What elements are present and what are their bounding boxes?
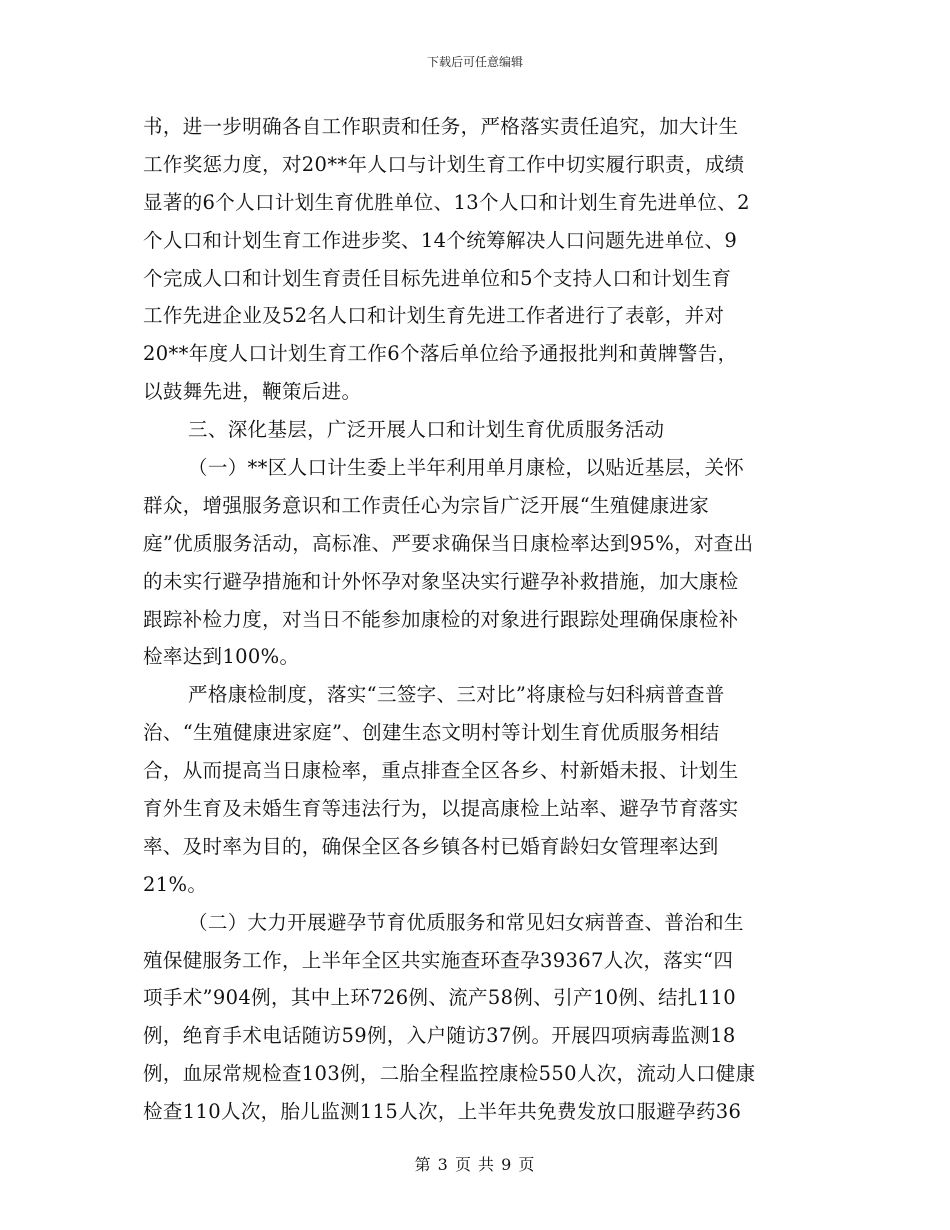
text-line: 殖保健服务工作，上半年全区共实施查环查孕39367人次，落实“四 — [143, 948, 734, 972]
text-line: 例，绝育手术电话随访59例，入户随访37例。开展四项病毒监测18 — [143, 1024, 736, 1048]
text-line: 例，血尿常规检查103例，二胎全程监控康检550人次，流动人口健康 — [143, 1062, 756, 1086]
text-line: 21%。 — [143, 872, 208, 896]
text-line: 工作先进企业及52名人口和计划生育先进工作者进行了表彰，并对 — [143, 304, 725, 328]
text-line: 检率达到100%。 — [143, 645, 300, 669]
text-line: 以鼓舞先进，鞭策后进。 — [143, 380, 362, 404]
text-line: 跟踪补检力度，对当日不能参加康检的对象进行跟踪处理确保康检补 — [143, 607, 739, 631]
text-line: （一）**区人口计生委上半年利用单月康检，以贴近基层，关怀 — [188, 456, 745, 480]
text-line: 治、“生殖健康进家庭”、创建生态文明村等计划生育优质服务相结 — [143, 721, 720, 745]
text-line: 个完成人口和计划生育责任目标先进单位和5个支持人口和计划生育 — [143, 266, 732, 290]
text-line: 合，从而提高当日康检率，重点排查全区各乡、村新婚未报、计划生 — [143, 759, 739, 783]
text-line: 工作奖惩力度，对20**年人口与计划生育工作中切实履行职责，成绩 — [143, 152, 745, 176]
text-line: 的未实行避孕措施和计外怀孕对象坚决实行避孕补救措施，加大康检 — [143, 569, 739, 593]
text-line: 20**年度人口计划生育工作6个落后单位给予通报批判和黄牌警告， — [143, 342, 738, 366]
text-line: 庭”优质服务活动，高标准、严要求确保当日康检率达到95%，对查出 — [143, 531, 754, 555]
section-heading: 三、深化基层，广泛开展人口和计划生育优质服务活动 — [188, 418, 665, 442]
text-line: 显著的6个人口计划生育优胜单位、13个人口和计划生育先进单位、2 — [143, 190, 750, 214]
text-line: 严格康检制度，落实“三签字、三对比”将康检与妇科病普查普 — [188, 683, 725, 707]
text-line: 率、及时率为目的，确保全区各乡镇各村已婚育龄妇女管理率达到 — [143, 834, 719, 858]
text-line: 书，进一步明确各自工作职责和任务，严格落实责任追究，加大计生 — [143, 115, 739, 138]
text-line: 个人口和计划生育工作进步奖、14个统筹解决人口问题先进单位、9 — [143, 228, 738, 252]
text-line: 检查110人次，胎儿监测115人次，上半年共免费发放口服避孕药36 — [143, 1100, 742, 1124]
text-line: （二）大力开展避孕节育优质服务和常见妇女病普查、普治和生 — [188, 910, 744, 934]
text-line: 育外生育及未婚生育等违法行为，以提高康检上站率、避孕节育落实 — [143, 797, 739, 821]
page-header: 下载后可任意编辑 — [426, 55, 523, 69]
text-line: 项手术”904例，其中上环726例、流产58例、引产10例、结扎110 — [143, 986, 737, 1010]
document-body — [143, 108, 808, 1131]
page-number: 第 3 页 共 9 页 — [414, 1155, 536, 1174]
text-line: 群众，增强服务意识和工作责任心为宗旨广泛开展“生殖健康进家 — [143, 493, 710, 517]
